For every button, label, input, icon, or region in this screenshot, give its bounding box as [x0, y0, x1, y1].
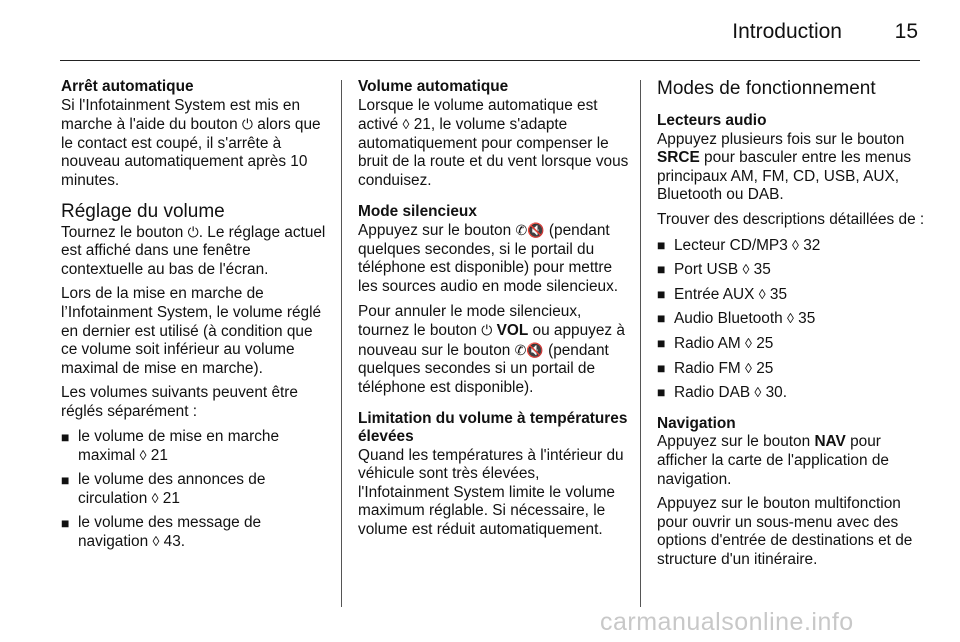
column-2 [358, 78, 630, 546]
navigation-paragraph-2: Appuyez sur le bouton multifonction pour ouvrir un sous-menu avec des options d'entrée de destinations et de structure d'un itinéraire. [657, 495, 913, 568]
column-3 [657, 78, 925, 575]
page-ref-icon: ◊ [786, 310, 794, 327]
column-1 [61, 78, 333, 558]
unmute-paragraph: Pour annuler le mode silencieux, tournez le bouton ⏻ VOL ou appuyez à nouveau sur le bouton ✆🔇 (pendant quelques secondes si un portail de téléphone est disponible). [358, 302, 625, 396]
power-knob-icon: ⏻ [481, 322, 493, 339]
page-ref-icon: ◊ [754, 384, 762, 401]
power-knob-icon: ⏻ [241, 116, 253, 133]
header-title: Introduction [732, 20, 842, 43]
navigation-paragraph-1: Appuyez sur le bouton NAV pour afficher la carte de l'application de navigation. [657, 433, 889, 488]
phone-mute-icon: ✆🔇 [514, 341, 544, 358]
page-ref-icon: ◊ [758, 285, 766, 302]
modes-heading: Modes de fonctionnement [657, 78, 876, 99]
auto-volume-heading: Volume automatique [358, 78, 509, 95]
bullet-icon: ■ [657, 285, 666, 302]
volume-paragraph-1: Tournez le bouton ⏻. Le réglage actuel est affiché dans une fenêtre contextuelle au bas de l'écran. [61, 223, 326, 278]
page-ref-icon: ◊ [745, 359, 752, 376]
page-number: 15 [894, 20, 918, 43]
mute-heading: Mode silencieux [358, 202, 477, 220]
page-ref-icon: ◊ [139, 447, 147, 464]
page-ref-icon: ◊ [152, 533, 160, 550]
header-rule [60, 60, 920, 61]
temperature-paragraph: Quand les températures à l'intérieur du véhicule sont très élevées, l'Infotainment System limite le volume maximum réglable. Si nécessaire, le volume est réduit automatiquement. [358, 446, 624, 539]
temperature-heading: Limitation du volume à températures élevées [358, 409, 628, 446]
page-ref-icon: ◊ [745, 334, 752, 351]
list-item: ■ le volume de mise en marche maximal ◊ 21 [61, 427, 280, 465]
watermark: carmanualsonline.info [600, 608, 854, 636]
bullet-icon: ■ [657, 261, 666, 278]
navigation-heading: Navigation [657, 414, 736, 432]
page-header [0, 18, 960, 48]
bullet-icon: ■ [657, 334, 666, 351]
source-list [657, 236, 925, 403]
bullet-icon: ■ [657, 310, 666, 327]
bullet-icon: ■ [61, 514, 70, 531]
list-item: ■ Port USB ◊ 35 [657, 261, 771, 279]
list-item: ■ le volume des message de navigation ◊ 43. [61, 513, 262, 551]
auto-off-paragraph: Si l'Infotainment System est mis en marche à l'aide du bouton ⏻ alors que le contact est coupé, il s'arrête à nouveau automatiquement après 10 minutes. [61, 96, 321, 189]
descriptions-paragraph: Trouver des descriptions détaillées de : [657, 210, 925, 228]
audio-paragraph: Appuyez plusieurs fois sur le bouton SRCE pour basculer entre les menus principaux AM, FM, CD, USB, AUX, Bluetooth ou DAB. [657, 130, 912, 204]
power-knob-icon: ⏻ [187, 223, 199, 240]
volume-paragraph-2: Lors de la mise en marche de l’Infotainment System, le volume réglé en dernier est utilisé (à condition que ce volume soit inférieur au volume maximal de mise en marche). [61, 285, 322, 377]
volume-heading: Réglage du volume [61, 200, 225, 222]
list-item: ■ Entrée AUX ◊ 35 [657, 285, 788, 303]
bullet-icon: ■ [61, 471, 70, 488]
list-item: ■ Radio DAB ◊ 30. [657, 384, 788, 402]
bullet-icon: ■ [657, 236, 666, 253]
list-item: ■ Lecteur CD/MP3 ◊ 32 [657, 236, 821, 254]
list-item: ■ Radio FM ◊ 25 [657, 359, 774, 377]
page-ref-icon: ◊ [742, 261, 750, 278]
bullet-icon: ■ [657, 384, 666, 401]
phone-mute-icon: ✆🔇 [515, 222, 545, 239]
volume-paragraph-3: Les volumes suivants peuvent être réglés séparément : [61, 384, 298, 420]
column-divider-1 [341, 80, 342, 607]
list-item: ■ Radio AM ◊ 25 [657, 334, 774, 352]
page-ref-icon: ◊ [792, 236, 799, 253]
list-item: ■ le volume des annonces de circulation ◊ 21 [61, 470, 266, 508]
mute-paragraph: Appuyez sur le bouton ✆🔇 (pendant quelques secondes, si le portail du téléphone est disponible) pour mettre les sources audio en mode silencieux. [358, 222, 619, 295]
list-item: ■ Audio Bluetooth ◊ 35 [657, 310, 816, 328]
volume-list [61, 428, 333, 553]
auto-volume-paragraph: Lorsque le volume automatique est activé ◊ 21, le volume s'adapte automatiquement pour compenser le bruit de la route et du vent lorsque vous conduisez. [358, 96, 629, 189]
audio-heading: Lecteurs audio [657, 112, 767, 129]
auto-off-heading: Arrêt automatique [61, 78, 194, 95]
page-ref-icon: ◊ [402, 116, 410, 133]
bullet-icon: ■ [61, 428, 70, 445]
bullet-icon: ■ [657, 359, 666, 376]
column-divider-2 [640, 80, 641, 607]
page-ref-icon: ◊ [151, 490, 159, 507]
